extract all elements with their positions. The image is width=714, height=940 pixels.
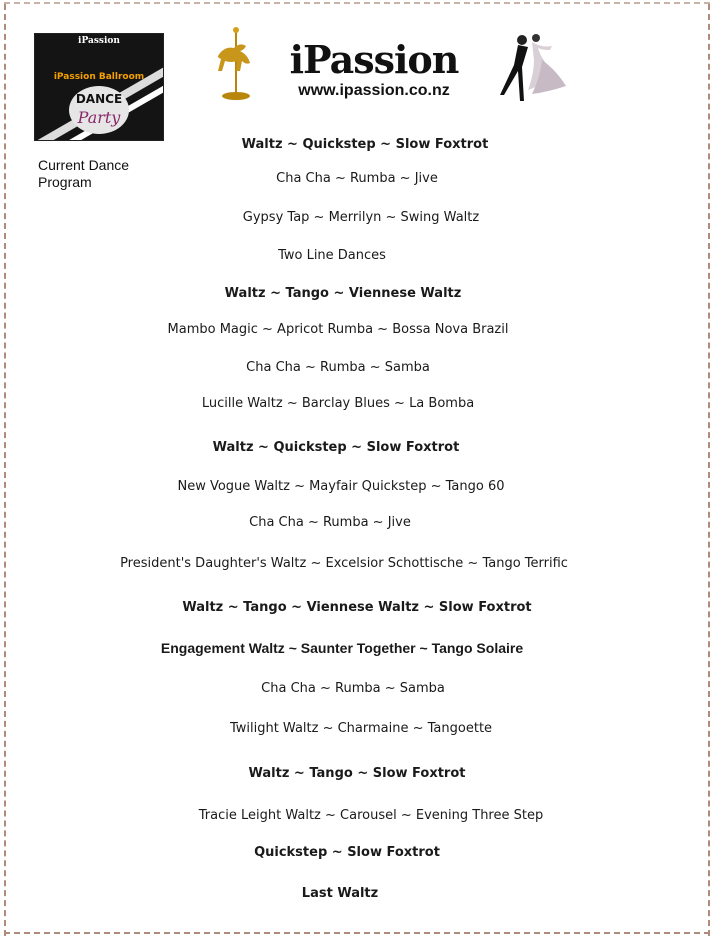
program-line-19: Quickstep ~ Slow Foxtrot (254, 845, 440, 860)
program-line-13: Waltz ~ Tango ~ Viennese Waltz ~ Slow Foxtrot (182, 600, 532, 615)
poster-brand: iPassion (78, 36, 120, 46)
program-line-5: Waltz ~ Tango ~ Viennese Waltz (224, 286, 462, 301)
ballroom-dancers-icon (482, 30, 570, 108)
program-line-15: Cha Cha ~ Rumba ~ Samba (261, 681, 445, 696)
dance-party-poster (34, 33, 164, 141)
program-line-1: Waltz ~ Quickstep ~ Slow Foxtrot (241, 137, 489, 152)
brand-logo: iPassion (289, 37, 459, 82)
program-line-7: Cha Cha ~ Rumba ~ Samba (246, 360, 430, 375)
program-line-4: Two Line Dances (278, 248, 386, 263)
program-line-16: Twilight Waltz ~ Charmaine ~ Tangoette (229, 721, 493, 736)
poster-party: Party (77, 108, 121, 127)
poster-dance: DANCE (75, 92, 123, 106)
program-line-10: New Vogue Waltz ~ Mayfair Quickstep ~ Tango 60 (177, 479, 505, 494)
website-url: www.ipassion.co.nz (298, 82, 450, 99)
program-line-17: Waltz ~ Tango ~ Slow Foxtrot (248, 766, 466, 781)
program-line-12: President's Daughter's Waltz ~ Excelsior Schottische ~ Tango Terrific (120, 556, 568, 571)
program-line-11: Cha Cha ~ Rumba ~ Jive (249, 515, 411, 530)
program-line-20: Last Waltz (301, 886, 379, 901)
poster-subtitle: iPassion Ballroom (53, 72, 145, 82)
program-line-6: Mambo Magic ~ Apricot Rumba ~ Bossa Nova Brazil (167, 322, 509, 337)
program-line-18: Tracie Leight Waltz ~ Carousel ~ Evening Three Step (198, 808, 544, 823)
program-line-3: Gypsy Tap ~ Merrilyn ~ Swing Waltz (242, 210, 480, 225)
program-line-2: Cha Cha ~ Rumba ~ Jive (276, 171, 438, 186)
program-line-14: Engagement Waltz ~ Saunter Together ~ Tango Solaire (160, 640, 524, 656)
current-dance-program-label: Current Dance Program (38, 157, 130, 190)
program-line-9: Waltz ~ Quickstep ~ Slow Foxtrot (212, 440, 460, 455)
carousel-horse-icon (210, 26, 262, 102)
page-border-bottom (4, 932, 710, 934)
page-border-top (4, 2, 710, 4)
program-line-8: Lucille Waltz ~ Barclay Blues ~ La Bomba (201, 396, 475, 411)
page-border-left (4, 4, 6, 936)
